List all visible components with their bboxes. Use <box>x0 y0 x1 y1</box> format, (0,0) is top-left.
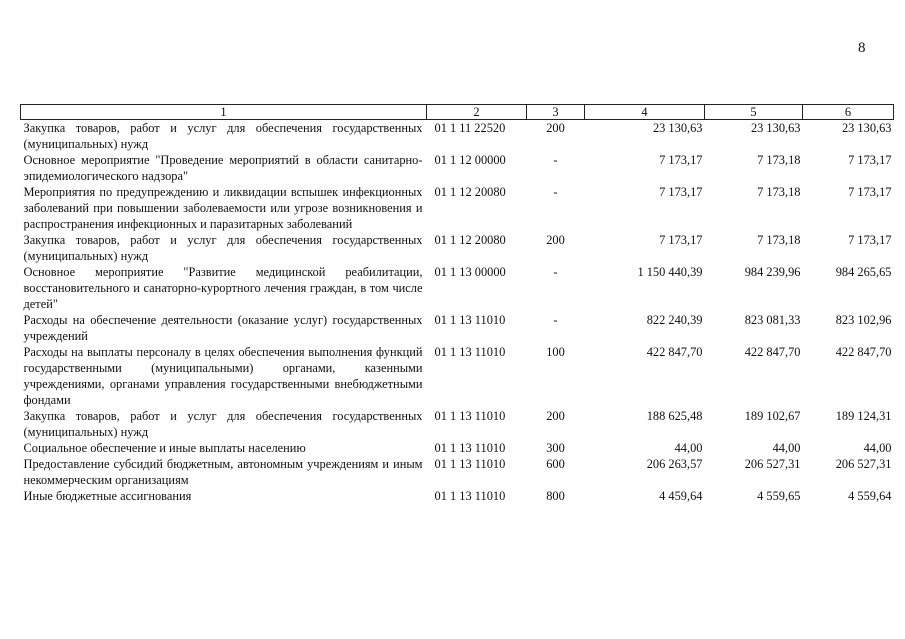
row-expense-type: 200 <box>546 121 565 135</box>
page-number: 8 <box>858 40 866 56</box>
row-value-4: 188 625,48 <box>646 409 703 423</box>
row-value-5: 44,00 <box>772 441 801 455</box>
row-name: Мероприятия по предупреждению и ликвидации вспышек инфекционных заболеваний при повышении заболеваемости или угрозе возникновения и распространения инфекционных и паразитарных заболеваний <box>23 185 423 231</box>
row-expense-type: 200 <box>546 233 565 247</box>
row-value-4: 206 263,57 <box>646 457 703 471</box>
header-col-3: 3 <box>527 105 585 120</box>
row-value-5: 4 559,65 <box>757 489 801 503</box>
row-expense-type: - <box>553 185 558 199</box>
row-value-4: 422 847,70 <box>646 345 703 359</box>
table-row <box>21 344 894 408</box>
table-row <box>21 312 894 344</box>
row-value-5: 206 527,31 <box>744 457 801 471</box>
row-expense-type: - <box>553 265 558 279</box>
row-value-4: 23 130,63 <box>652 121 703 135</box>
row-value-4: 7 173,17 <box>659 153 703 167</box>
table-body <box>21 120 894 505</box>
row-value-6: 44,00 <box>863 441 892 455</box>
table-row <box>21 152 894 184</box>
row-value-5: 7 173,18 <box>757 153 801 167</box>
row-expense-type: - <box>553 153 558 167</box>
row-code: 01 1 13 11010 <box>434 441 506 455</box>
row-name: Социальное обеспечение и иные выплаты населению <box>23 441 306 455</box>
row-expense-type: 300 <box>546 441 565 455</box>
row-value-5: 7 173,18 <box>757 233 801 247</box>
row-value-6: 189 124,31 <box>835 409 892 423</box>
header-col-1: 1 <box>21 105 427 120</box>
header-col-4: 4 <box>585 105 705 120</box>
row-value-5: 7 173,18 <box>757 185 801 199</box>
row-name: Основное мероприятие "Проведение мероприятий в области санитарно-эпидемиологического надзора" <box>23 153 423 183</box>
row-value-5: 189 102,67 <box>744 409 801 423</box>
table-row <box>21 264 894 312</box>
row-value-6: 823 102,96 <box>835 313 892 327</box>
header-col-5: 5 <box>705 105 803 120</box>
row-value-5: 23 130,63 <box>750 121 801 135</box>
row-name: Основное мероприятие "Развитие медицинской реабилитации, восстановительного и санаторно-курортного лечения граждан, в том числе детей" <box>23 265 423 311</box>
header-col-2: 2 <box>427 105 527 120</box>
row-value-5: 422 847,70 <box>744 345 801 359</box>
row-name: Расходы на обеспечение деятельности (оказание услуг) государственных учреждений <box>23 313 423 343</box>
row-code: 01 1 13 11010 <box>434 489 506 503</box>
row-value-6: 7 173,17 <box>848 185 892 199</box>
row-value-4: 4 459,64 <box>659 489 703 503</box>
row-expense-type: 600 <box>546 457 565 471</box>
row-code: 01 1 11 22520 <box>434 121 506 135</box>
header-col-6: 6 <box>803 105 894 120</box>
row-name: Закупка товаров, работ и услуг для обеспечения государственных (муниципальных) нужд <box>23 121 423 151</box>
row-value-6: 206 527,31 <box>835 457 892 471</box>
row-value-4: 822 240,39 <box>646 313 703 327</box>
row-name: Иные бюджетные ассигнования <box>23 489 192 503</box>
table-row <box>21 440 894 456</box>
row-expense-type: 800 <box>546 489 565 503</box>
row-value-6: 7 173,17 <box>848 233 892 247</box>
row-value-5: 823 081,33 <box>744 313 801 327</box>
row-code: 01 1 13 11010 <box>434 313 506 327</box>
row-value-6: 984 265,65 <box>835 265 892 279</box>
budget-table <box>20 104 894 504</box>
row-code: 01 1 13 11010 <box>434 457 506 471</box>
row-expense-type: - <box>553 313 558 327</box>
table-row <box>21 408 894 440</box>
table-row <box>21 184 894 232</box>
row-value-4: 44,00 <box>674 441 703 455</box>
row-code: 01 1 12 00000 <box>434 153 506 167</box>
row-name: Закупка товаров, работ и услуг для обеспечения государственных (муниципальных) нужд <box>23 409 423 439</box>
row-value-6: 7 173,17 <box>848 153 892 167</box>
row-expense-type: 200 <box>546 409 565 423</box>
row-code: 01 1 12 20080 <box>434 233 506 247</box>
row-value-6: 4 559,64 <box>848 489 892 503</box>
table-row <box>21 456 894 488</box>
row-code: 01 1 13 11010 <box>434 409 506 423</box>
table-row <box>21 488 894 504</box>
row-code: 01 1 13 11010 <box>434 345 506 359</box>
row-value-6: 23 130,63 <box>841 121 892 135</box>
row-name: Расходы на выплаты персоналу в целях обеспечения выполнения функций государственными (муниципальными) органами, казенными учреждениями, органами управления государственными внебюджетными фондами <box>23 345 423 407</box>
header-row <box>21 105 894 120</box>
table-row <box>21 232 894 264</box>
row-name: Предоставление субсидий бюджетным, автономным учреждениям и иным некоммерческим организациям <box>23 457 423 487</box>
table-row <box>21 120 894 153</box>
row-value-4: 7 173,17 <box>659 185 703 199</box>
row-name: Закупка товаров, работ и услуг для обеспечения государственных (муниципальных) нужд <box>23 233 423 263</box>
row-code: 01 1 13 00000 <box>434 265 506 279</box>
row-value-6: 422 847,70 <box>835 345 892 359</box>
row-value-5: 984 239,96 <box>744 265 801 279</box>
row-value-4: 7 173,17 <box>659 233 703 247</box>
row-expense-type: 100 <box>546 345 565 359</box>
row-value-4: 1 150 440,39 <box>637 265 703 279</box>
table-header <box>21 105 894 120</box>
row-code: 01 1 12 20080 <box>434 185 506 199</box>
